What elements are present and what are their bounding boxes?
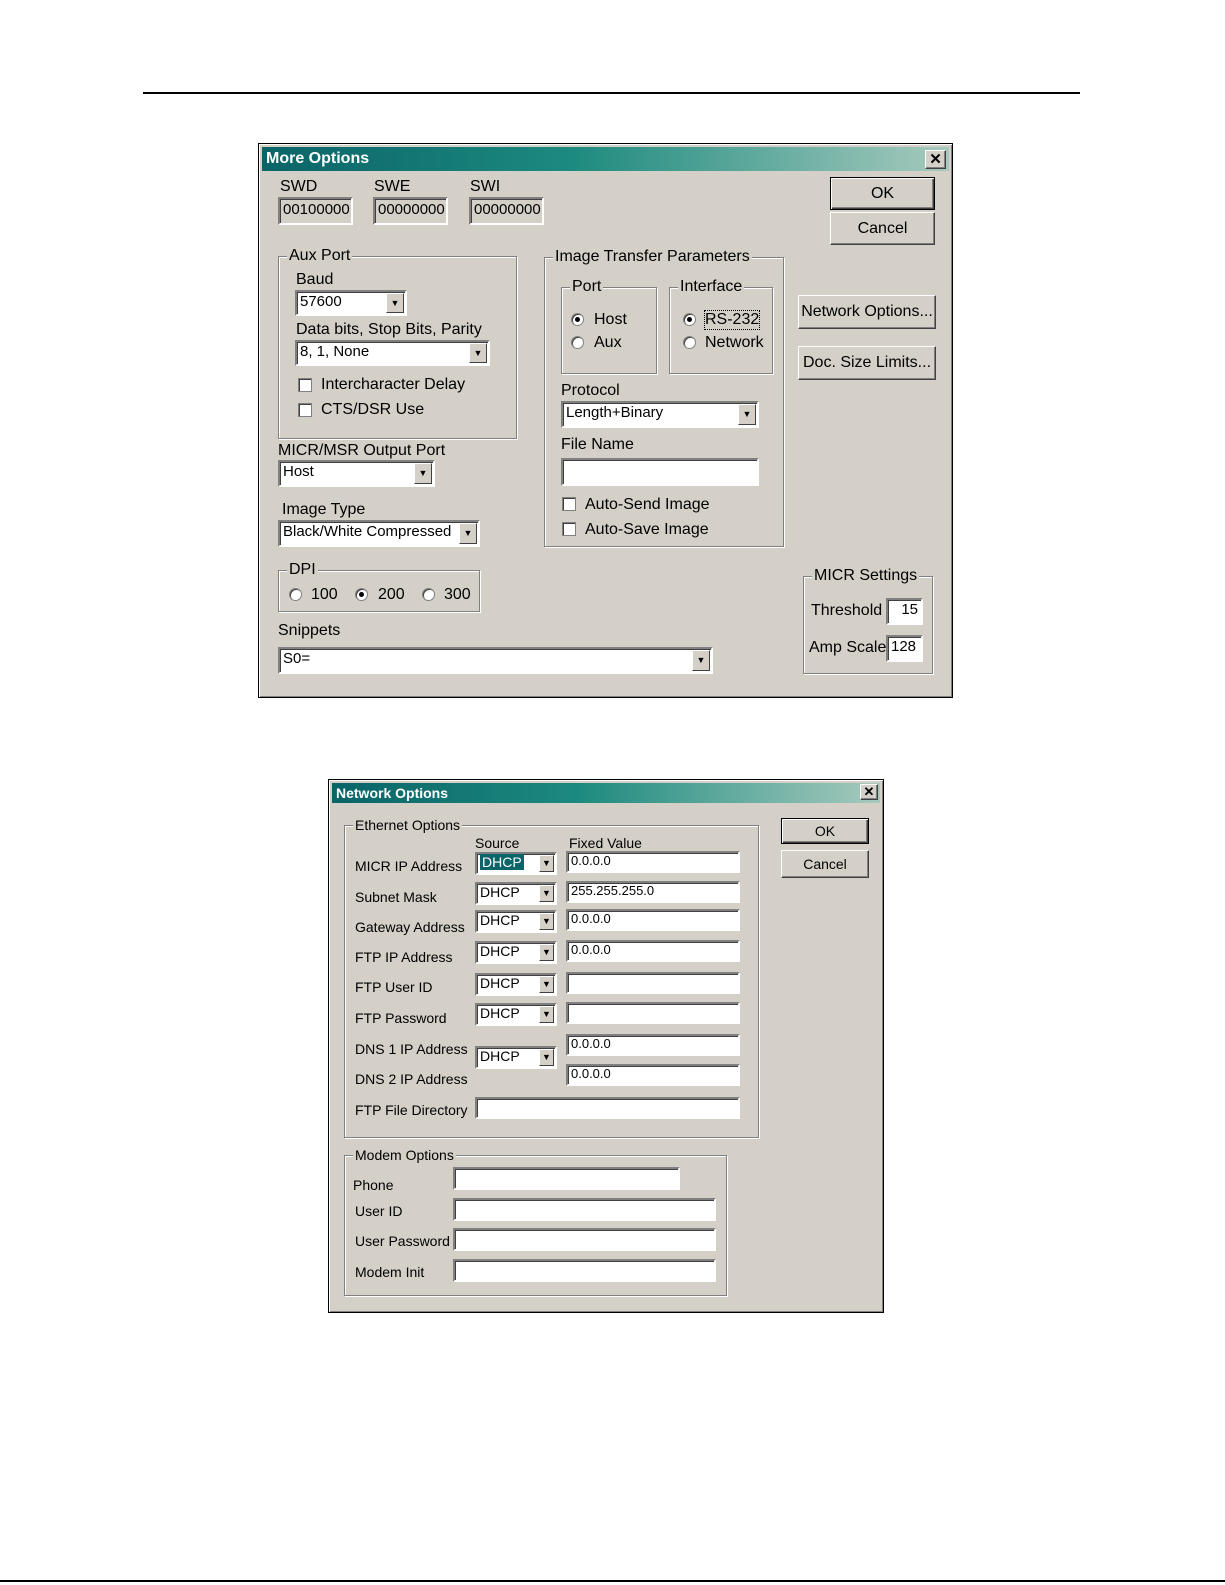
ethernet-source-value: DHCP: [480, 884, 520, 900]
ethernet-source-select[interactable]: [475, 852, 557, 875]
swd-label: SWD: [280, 178, 318, 195]
chevron-down-icon[interactable]: ▼: [386, 293, 404, 313]
chevron-down-icon[interactable]: ▼: [469, 343, 487, 363]
amp-scale-input[interactable]: 128: [886, 635, 923, 662]
ethernet-fixed-value-input[interactable]: 0.0.0.0: [566, 851, 740, 873]
network-options-title: Network Options: [336, 785, 449, 801]
more-options-titlebar: [262, 147, 949, 171]
dpi-100-radio[interactable]: [289, 588, 302, 601]
dpi-title: DPI: [289, 561, 316, 578]
fixed-value-header: Fixed Value: [569, 835, 642, 851]
port-host-label: Host: [594, 311, 627, 328]
micr-output-value: Host: [283, 463, 314, 480]
threshold-label: Threshold: [811, 602, 883, 619]
micr-output-label: MICR/MSR Output Port: [278, 442, 446, 459]
ok-button[interactable]: OK: [830, 177, 935, 210]
chevron-down-icon[interactable]: ▼: [459, 523, 477, 544]
data-bits-select[interactable]: [295, 340, 490, 366]
dpi-300-radio[interactable]: [422, 588, 435, 601]
ethernet-source-select[interactable]: [475, 910, 557, 933]
ethernet-source-select[interactable]: [475, 1003, 557, 1026]
threshold-input[interactable]: 15: [886, 598, 923, 625]
ethernet-fixed-value-input[interactable]: [566, 972, 740, 994]
auto-send-checkbox[interactable]: [562, 497, 576, 511]
network-options-button[interactable]: Network Options...: [798, 295, 936, 329]
user-password-label: User Password: [355, 1233, 450, 1249]
file-name-label: File Name: [561, 436, 634, 453]
ethernet-fixed-value-input[interactable]: 255.255.255.0: [566, 881, 740, 903]
ethernet-source-value: DHCP: [480, 912, 520, 928]
chevron-down-icon[interactable]: ▼: [539, 1049, 554, 1066]
footer-rule: [0, 1580, 1225, 1582]
cts-dsr-label: CTS/DSR Use: [321, 401, 425, 418]
network-cancel-button[interactable]: Cancel: [781, 850, 869, 878]
baud-label: Baud: [296, 271, 334, 288]
header-rule: [143, 92, 1080, 94]
network-options-dialog: [328, 779, 884, 1313]
baud-value: 57600: [300, 293, 342, 310]
interface-title: Interface: [680, 278, 743, 295]
ethernet-row-label: Gateway Address: [355, 919, 465, 935]
interface-rs232-label: RS-232: [705, 311, 760, 328]
ethernet-source-select[interactable]: [475, 882, 557, 905]
interface-group: [669, 278, 773, 374]
doc-size-limits-button[interactable]: Doc. Size Limits...: [798, 346, 936, 380]
auto-save-label: Auto-Save Image: [585, 521, 709, 538]
port-aux-radio[interactable]: [571, 336, 584, 349]
dpi-200-radio[interactable]: [355, 588, 368, 601]
dpi-100-label: 100: [311, 586, 338, 603]
intercharacter-delay-label: Intercharacter Delay: [321, 376, 466, 393]
protocol-select[interactable]: [561, 401, 759, 428]
swi-field: 00000000: [469, 197, 544, 225]
image-type-select[interactable]: [278, 520, 480, 547]
file-name-input[interactable]: [561, 458, 759, 486]
swi-label: SWI: [470, 178, 501, 195]
interface-rs232-radio[interactable]: [683, 313, 696, 326]
auto-send-label: Auto-Send Image: [585, 496, 710, 513]
chevron-down-icon[interactable]: ▼: [692, 650, 710, 671]
network-ok-button[interactable]: OK: [781, 818, 869, 844]
intercharacter-delay-checkbox[interactable]: [298, 378, 312, 392]
ethernet-row-label: Subnet Mask: [355, 889, 437, 905]
ftp-dir-input[interactable]: [475, 1097, 740, 1119]
swe-label: SWE: [374, 178, 411, 195]
interface-network-radio[interactable]: [683, 336, 696, 349]
image-transfer-title: Image Transfer Parameters: [555, 248, 750, 265]
ethernet-source-value: DHCP: [482, 854, 522, 870]
amp-scale-label: Amp Scale: [809, 639, 887, 656]
close-icon[interactable]: ✕: [860, 784, 878, 800]
ethernet-source-select[interactable]: [475, 941, 557, 964]
dns1-input[interactable]: 0.0.0.0: [566, 1034, 740, 1056]
interface-network-label: Network: [705, 334, 764, 351]
snippets-value: S0=: [283, 650, 311, 667]
source-header: Source: [475, 835, 520, 851]
ethernet-source-select[interactable]: [475, 973, 557, 996]
ethernet-row-label: FTP Password: [355, 1010, 447, 1026]
protocol-label: Protocol: [561, 382, 620, 399]
port-title: Port: [572, 278, 602, 295]
micr-output-select[interactable]: [278, 460, 435, 487]
dns2-label: DNS 2 IP Address: [355, 1071, 468, 1087]
modem-options-title: Modem Options: [355, 1147, 454, 1163]
ethernet-fixed-value-input[interactable]: 0.0.0.0: [566, 940, 740, 962]
user-password-input[interactable]: [453, 1228, 716, 1251]
auto-save-checkbox[interactable]: [562, 522, 576, 536]
data-bits-value: 8, 1, None: [300, 343, 370, 360]
ethernet-source-value: DHCP: [480, 943, 520, 959]
ethernet-row-label: FTP User ID: [355, 979, 433, 995]
ethernet-source-value: DHCP: [480, 975, 520, 991]
chevron-down-icon[interactable]: ▼: [539, 885, 554, 902]
chevron-down-icon[interactable]: ▼: [539, 944, 554, 961]
ethernet-fixed-value-input[interactable]: [566, 1002, 740, 1024]
ethernet-options-title: Ethernet Options: [355, 817, 461, 833]
modem-init-input[interactable]: [453, 1259, 716, 1282]
dpi-300-label: 300: [444, 586, 471, 603]
user-id-input[interactable]: [453, 1198, 716, 1221]
chevron-down-icon[interactable]: ▼: [414, 463, 432, 484]
snippets-label: Snippets: [278, 622, 341, 639]
chevron-down-icon[interactable]: ▼: [539, 913, 554, 930]
port-aux-label: Aux: [594, 334, 622, 351]
port-host-radio[interactable]: [571, 313, 584, 326]
phone-label: Phone: [353, 1177, 394, 1193]
image-type-value: Black/White Compressed: [283, 523, 452, 540]
user-id-label: User ID: [355, 1203, 403, 1219]
chevron-down-icon[interactable]: ▼: [539, 855, 554, 872]
close-icon[interactable]: ✕: [925, 150, 946, 169]
phone-input[interactable]: [453, 1167, 680, 1190]
modem-init-label: Modem Init: [355, 1264, 425, 1280]
cancel-button[interactable]: Cancel: [830, 212, 935, 245]
aux-port-title: Aux Port: [289, 247, 351, 264]
swd-field: 00100000: [278, 197, 353, 225]
port-group: [561, 278, 657, 374]
ethernet-source-value: DHCP: [480, 1005, 520, 1021]
dns1-label: DNS 1 IP Address: [355, 1041, 468, 1057]
baud-select[interactable]: [295, 290, 407, 316]
chevron-down-icon[interactable]: ▼: [539, 976, 554, 993]
data-bits-label: Data bits, Stop Bits, Parity: [296, 321, 482, 338]
snippets-select[interactable]: [278, 647, 713, 674]
dns-source-value: DHCP: [480, 1048, 520, 1064]
dns2-input[interactable]: 0.0.0.0: [566, 1064, 740, 1086]
chevron-down-icon[interactable]: ▼: [539, 1006, 554, 1023]
dpi-200-label: 200: [378, 586, 405, 603]
ethernet-fixed-value-input[interactable]: 0.0.0.0: [566, 909, 740, 931]
image-type-label: Image Type: [282, 501, 366, 518]
ethernet-row-label: FTP IP Address: [355, 949, 453, 965]
ethernet-row-label: MICR IP Address: [355, 858, 463, 874]
network-options-titlebar: [332, 783, 880, 803]
more-options-title: More Options: [266, 150, 370, 167]
protocol-value: Length+Binary: [566, 404, 664, 421]
chevron-down-icon[interactable]: ▼: [738, 404, 756, 425]
micr-settings-title: MICR Settings: [814, 567, 918, 584]
cts-dsr-checkbox[interactable]: [298, 403, 312, 417]
swe-field: 00000000: [373, 197, 448, 225]
more-options-dialog: [258, 143, 953, 698]
ftp-dir-label: FTP File Directory: [355, 1102, 468, 1118]
dns-source-select[interactable]: [475, 1046, 557, 1069]
